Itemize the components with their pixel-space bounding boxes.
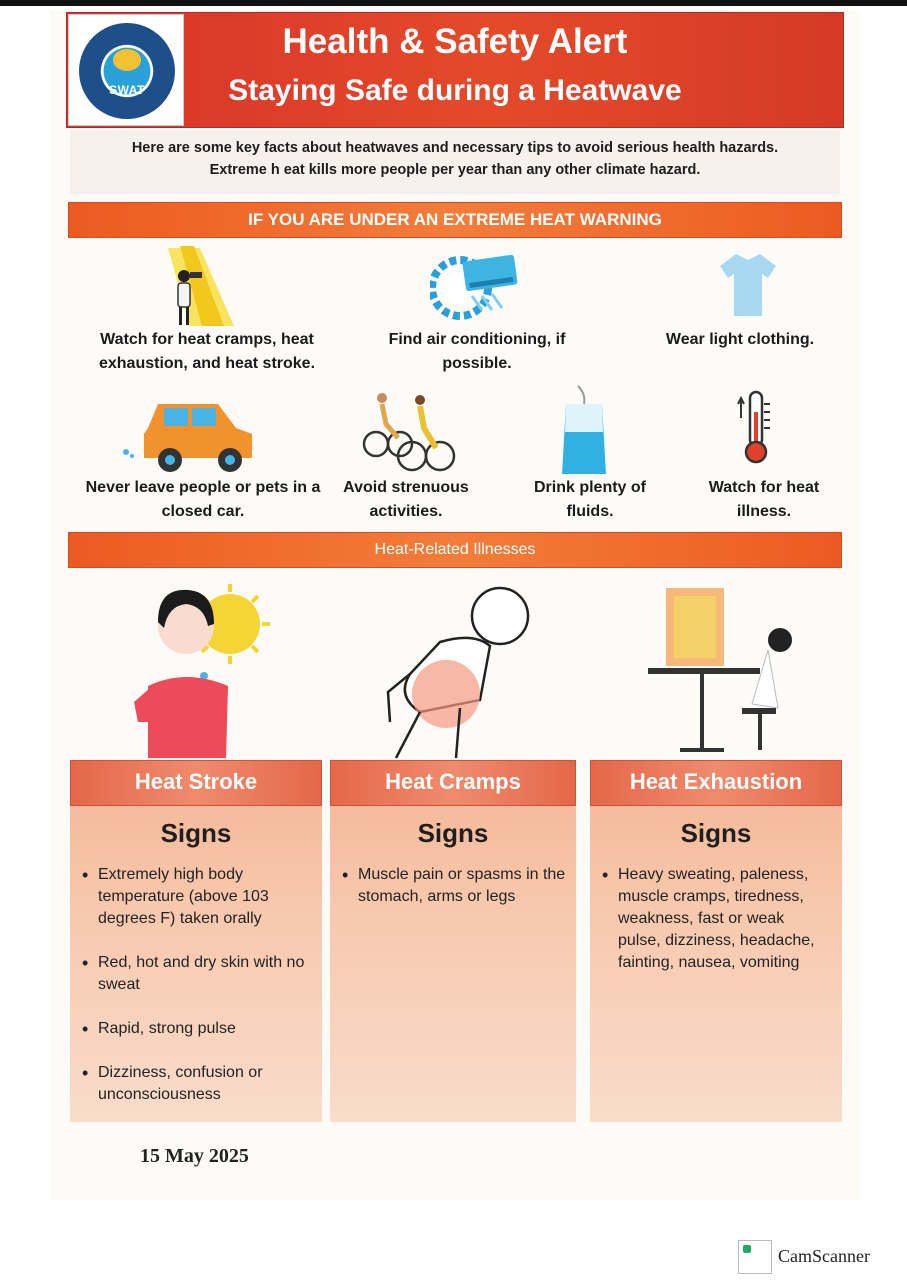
- tshirt-icon: [718, 250, 778, 320]
- card-heat-cramps: [330, 760, 576, 1122]
- sign-item: • Extremely high body temperature (above 103 degrees F) taken orally: [96, 864, 320, 930]
- card-heat-cramps-header: [330, 760, 576, 806]
- tip-label-closed-car: Never leave people or pets in a closed car.: [85, 479, 321, 520]
- sign-item: • Red, hot and dry skin with no sweat: [96, 952, 320, 996]
- intro-text: [70, 130, 840, 194]
- logo-text: SWAT: [109, 83, 145, 97]
- illness-band-label: Heat-Related Illnesses: [374, 541, 536, 558]
- card-heat-stroke: [70, 760, 322, 1122]
- page-title: Health & Safety Alert: [282, 22, 628, 61]
- camscanner-logo-icon: [738, 1240, 772, 1274]
- card-heat-stroke-header: [70, 760, 322, 806]
- intro-line-2: Extreme h eat kills more people per year than any other climate hazard.: [209, 162, 701, 178]
- heat-cramps-illustration: [380, 582, 534, 760]
- logo-sun-icon: [113, 49, 141, 71]
- card-heat-exhaustion-title: Heat Exhaustion: [629, 769, 803, 794]
- card-heat-cramps-signs: [356, 864, 572, 930]
- sun-person-icon: [160, 246, 240, 328]
- card-heat-exhaustion-signs-heading: Signs: [680, 818, 752, 848]
- intro-line-1: Here are some key facts about heatwaves and necessary tips to avoid serious health hazards.: [131, 140, 779, 156]
- tip-label-heat-illness: Watch for heat cramps, heat exhaustion, and heat stroke.: [98, 331, 316, 372]
- illness-band: [68, 532, 842, 568]
- card-heat-exhaustion-header: [590, 760, 842, 806]
- drink-icon: [556, 384, 612, 476]
- sign-item: • Rapid, strong pulse: [96, 1018, 320, 1040]
- card-heat-stroke-title: Heat Stroke: [134, 769, 258, 794]
- thermometer-icon: [736, 388, 776, 468]
- card-heat-cramps-title: Heat Cramps: [385, 769, 521, 794]
- sign-item: • Heavy sweating, paleness, muscle cramps, tiredness, weakness, fast or weak pulse, dizziness, headache, fainting, nausea, vomiting: [616, 864, 830, 974]
- card-heat-stroke-signs-heading: Signs: [160, 818, 232, 848]
- camscanner-watermark: [738, 1240, 888, 1274]
- tip-label-fluids: Drink plenty of fluids.: [533, 479, 646, 520]
- bicycle-icon: [360, 388, 456, 476]
- page-subtitle: Staying Safe during a Heatwave: [228, 74, 682, 107]
- tip-label-watch-heat: Watch for heat illness.: [708, 479, 820, 520]
- logo-emblem-icon: [79, 23, 175, 119]
- car-icon: [118, 398, 258, 476]
- camscanner-label: CamScanner: [778, 1246, 870, 1266]
- sign-item: • Dizziness, confusion or unconsciousness: [96, 1062, 320, 1106]
- sign-item: • Muscle pain or spasms in the stomach, arms or legs: [356, 864, 572, 908]
- card-heat-cramps-signs-heading: Signs: [417, 818, 489, 848]
- air-conditioner-icon: [430, 246, 522, 328]
- card-heat-exhaustion: [590, 760, 842, 1122]
- card-heat-exhaustion-signs: [616, 864, 830, 996]
- top-edge: [0, 0, 907, 6]
- tip-label-light-clothing: Wear light clothing.: [665, 331, 815, 348]
- heat-exhaustion-illustration: [640, 584, 800, 756]
- tip-label-strenuous: Avoid strenuous activities.: [343, 479, 469, 520]
- swat-logo: [68, 14, 184, 126]
- warning-band: [68, 202, 842, 238]
- issue-date: 15 May 2025: [140, 1145, 249, 1167]
- heat-stroke-illustration: [128, 582, 278, 760]
- tip-label-air-conditioning: Find air conditioning, if possible.: [388, 331, 566, 372]
- card-heat-stroke-signs: [96, 864, 320, 1128]
- warning-band-label: IF YOU ARE UNDER AN EXTREME HEAT WARNING: [248, 210, 662, 229]
